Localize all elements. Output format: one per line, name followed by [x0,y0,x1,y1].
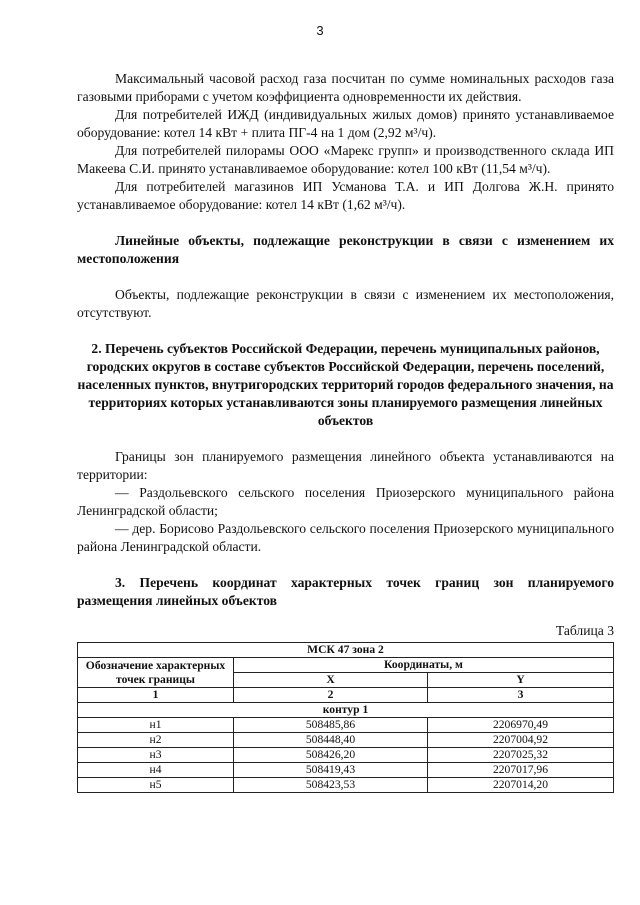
paragraph-linear-objects: Объекты, подлежащие реконструкции в связи с изменением их местоположения, отсутствуют. [77,287,614,320]
table-cell-x: 508419,43 [234,763,428,778]
table-row [78,748,614,763]
page-number: 3 [316,23,324,38]
table-row [78,718,614,733]
table-cell-point: н3 [78,748,234,763]
paragraph-shops: Для потребителей магазинов ИП Усманова Т.А. и ИП Долгова Ж.Н. принято устанавливаемое оборудование: котел 14 кВт (1,62 м³/ч). [77,179,614,212]
table-cell-x: 508423,53 [234,778,428,793]
table-header-x: X [234,673,428,688]
table-cell-x: 508426,20 [234,748,428,763]
table-cell-y: 2206970,49 [428,718,614,733]
table-header-coordinates: Координаты, м [234,658,614,673]
table-cell-y: 2207017,96 [428,763,614,778]
table-header-y: Y [428,673,614,688]
table-contour-label: контур 1 [78,703,614,718]
list-item-settlement: — Раздольевского сельского поселения Приозерского муниципального района Ленинградской области; [77,485,614,518]
page-content [77,70,614,793]
table-caption: Таблица 3 [555,623,614,638]
table-cell-point: н5 [78,778,234,793]
table-header-point: Обозначение характерных точек границы [78,658,234,688]
heading-linear-objects: Линейные объекты, подлежащие реконструкции в связи с изменением их местоположения [77,233,614,266]
paragraph-gas-consumption: Максимальный часовой расход газа посчитан по сумме номинальных расходов газа газовыми приборами с учетом коэффициента одновременности их действия. [77,71,614,104]
paragraph-sawmill: Для потребителей пилорамы ООО «Марекс групп» и производственного склада ИП Макеева С.И. принято устанавливаемое оборудование: котел 100 кВт (11,54 м³/ч). [77,143,614,176]
table-column-number: 2 [234,688,428,703]
table-column-number: 1 [78,688,234,703]
table-cell-point: н1 [78,718,234,733]
table-coordinate-system: МСК 47 зона 2 [78,643,614,658]
table-cell-y: 2207025,32 [428,748,614,763]
list-item-village: — дер. Борисово Раздольевского сельского поселения Приозерского муниципального района Ленинградской области. [77,521,614,554]
paragraph-izhd: Для потребителей ИЖД (индивидуальных жилых домов) принято устанавливаемое оборудование: котел 14 кВт + плита ПГ-4 на 1 дом (2,92 м³/ч). [77,107,614,140]
table-cell-y: 2207014,20 [428,778,614,793]
heading-section-2: 2. Перечень субъектов Российской Федерации, перечень муниципальных районов, городских округов в составе субъектов Российской Федерации, перечень поселений, населенных пунктов, внутригородских территорий городов федерального значения, на территориях которых устанавливаются зоны планируемого размещения линейных объектов [77,341,614,428]
table-cell-x: 508485,86 [234,718,428,733]
table-cell-point: н2 [78,733,234,748]
coordinates-table [77,642,614,793]
paragraph-section-2: Границы зон планируемого размещения линейного объекта устанавливаются на территории: [77,449,614,482]
heading-section-3: 3. Перечень координат характерных точек границ зон планируемого размещения линейных объектов [77,575,614,608]
table-cell-x: 508448,40 [234,733,428,748]
table-column-number: 3 [428,688,614,703]
table-row [78,733,614,748]
table-row [78,763,614,778]
table-row [78,778,614,793]
table-cell-point: н4 [78,763,234,778]
table-cell-y: 2207004,92 [428,733,614,748]
